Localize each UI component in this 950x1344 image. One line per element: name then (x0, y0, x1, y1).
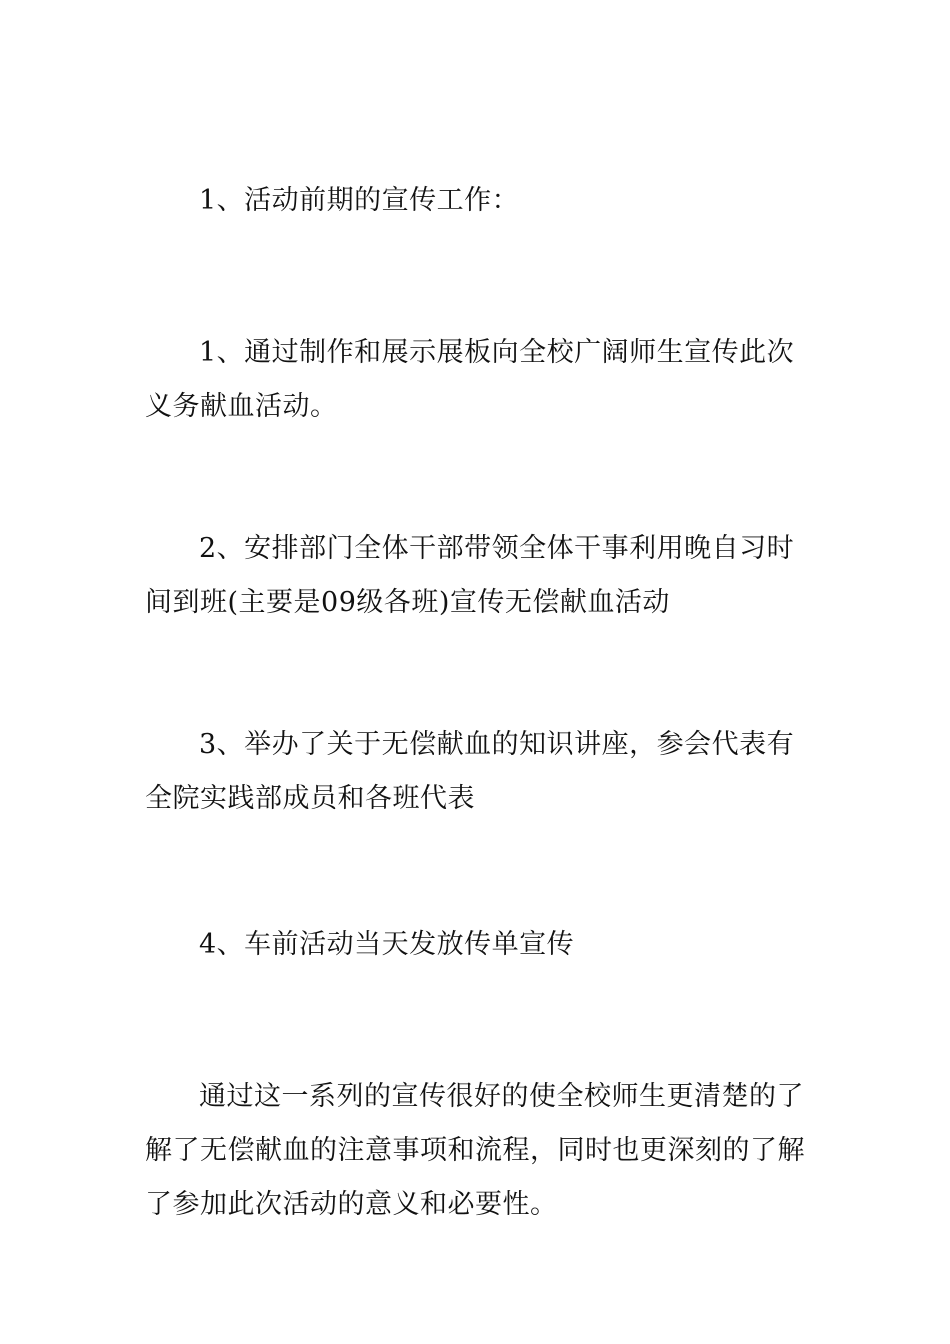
paragraph-class-visits: 2、安排部门全体干部带领全体干事利用晚自习时间到班(主要是09级各班)宣传无偿献血活动 (145, 533, 795, 618)
paragraph-summary: 通过这一系列的宣传很好的使全校师生更清楚的了解了无偿献血的注意事项和流程，同时也更深刻的了解了参加此次活动的意义和必要性。 (145, 1081, 805, 1220)
paragraph-lecture: 3、举办了关于无偿献血的知识讲座，参会代表有全院实践部成员和各班代表 (145, 729, 795, 814)
paragraph-display-boards: 1、通过制作和展示展板向全校广阔师生宣传此次义务献血活动。 (145, 337, 795, 422)
paragraph-leaflets: 4、车前活动当天发放传单宣传 (199, 929, 575, 960)
section-heading-publicity: 1、活动前期的宣传工作： (199, 185, 520, 216)
